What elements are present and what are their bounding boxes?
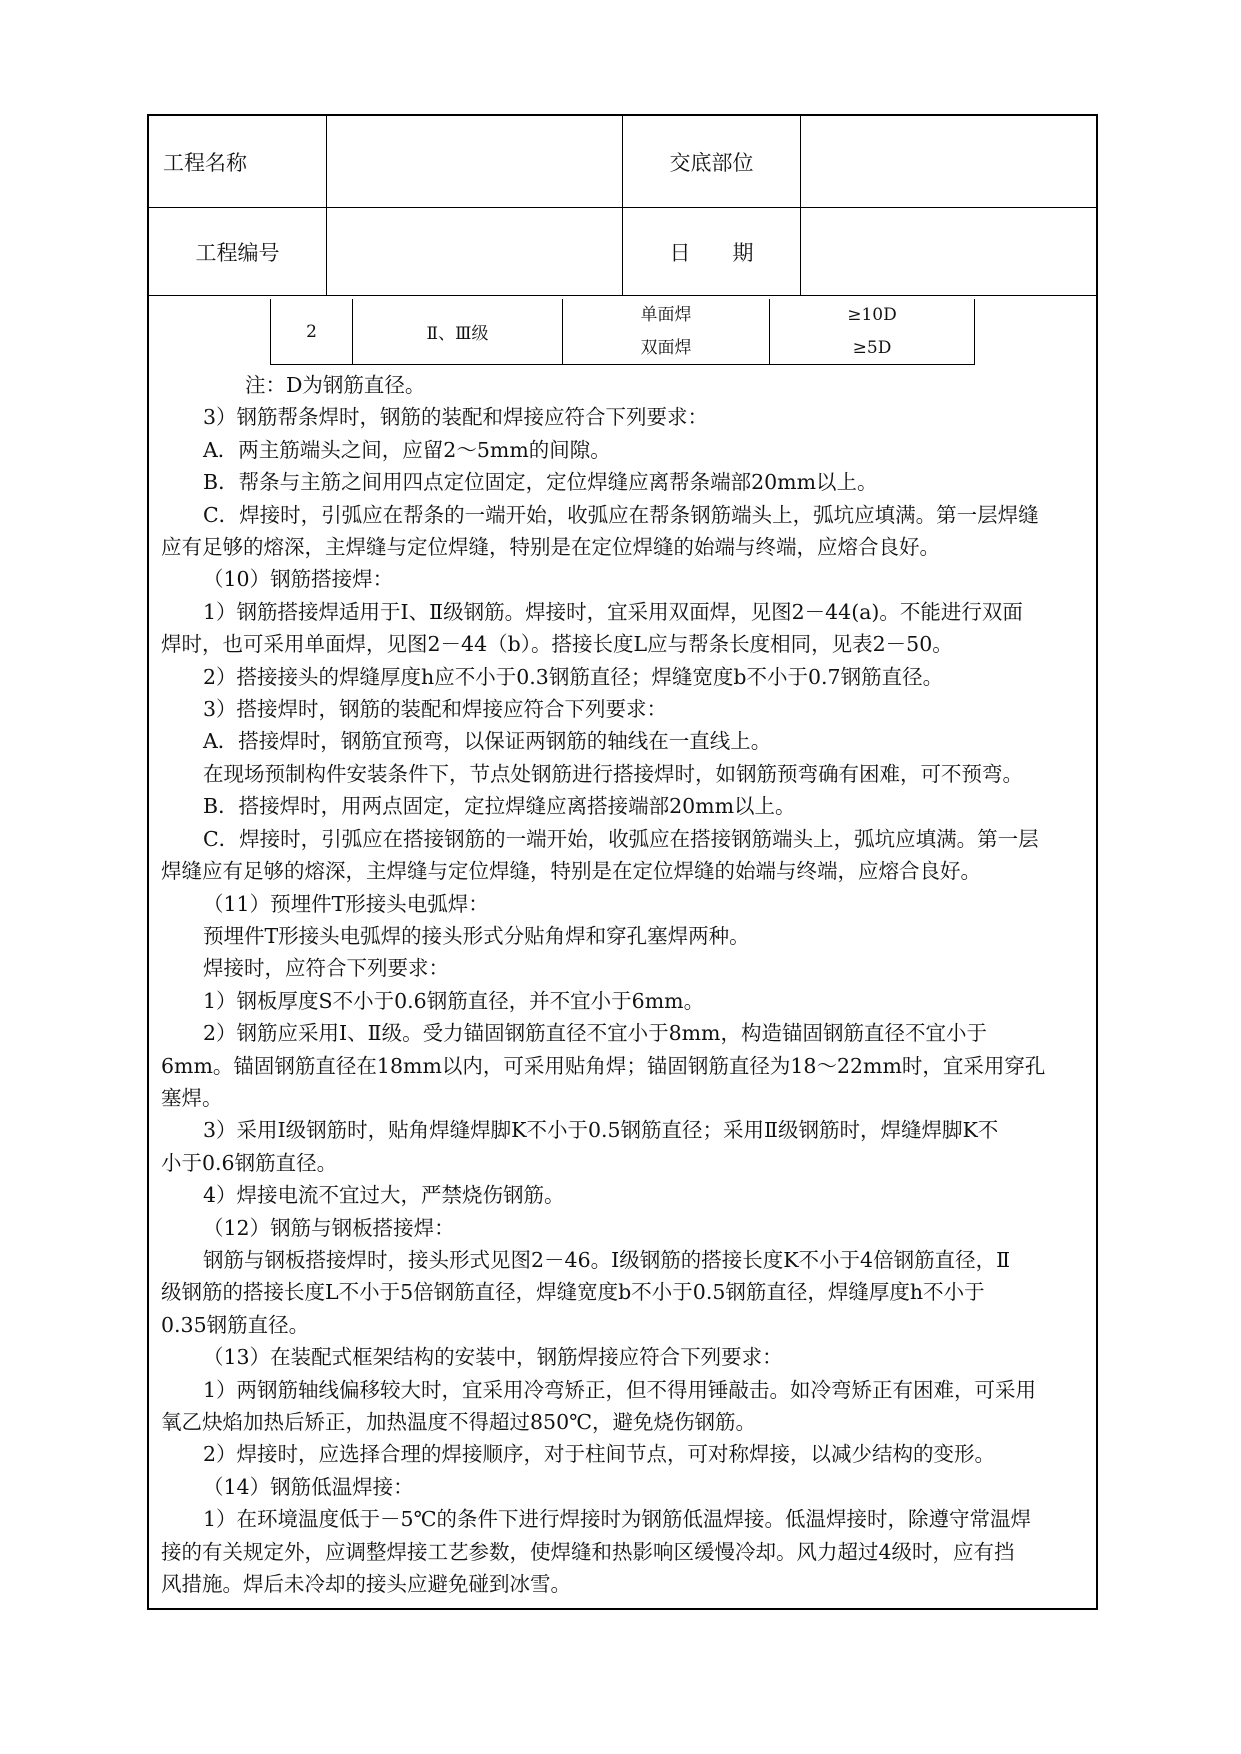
section-heading: （12）钢筋与钢板搭接焊：	[203, 1215, 455, 1240]
body-line: 焊缝应有足够的熔深，主焊缝与定位焊缝，特别是在定位焊缝的始端与终端，应熔合良好。	[161, 859, 981, 884]
body-line: 钢筋与钢板搭接焊时，接头形式见图2－46。Ⅰ级钢筋的搭接长度K不小于4倍钢筋直径，Ⅱ	[203, 1247, 1011, 1272]
body-line: 在现场预制构件安装条件下，节点处钢筋进行搭接焊时，如钢筋预弯确有困难，可不预弯。	[203, 761, 1023, 786]
body-line: 1）两钢筋轴线偏移较大时，宜采用冷弯矫正，但不得用锤敲击。如冷弯矫正有困难，可采用	[203, 1377, 1037, 1402]
project-name-label: 工程名称	[149, 116, 327, 208]
body-line: C．焊接时，引弧应在帮条的一端开始，收弧应在帮条钢筋端头上，弧坑应填满。第一层焊缝	[203, 502, 1039, 527]
body-line: C．焊接时，引弧应在搭接钢筋的一端开始，收弧应在搭接钢筋端头上，弧坑应填满。第一层	[203, 826, 1039, 851]
body-line: 焊接时，应符合下列要求：	[203, 956, 449, 981]
date-field[interactable]	[801, 208, 1096, 296]
section-heading: （11）预埋件T形接头电弧焊：	[203, 891, 489, 916]
section-heading: （13）在装配式框架结构的安装中，钢筋焊接应符合下列要求：	[203, 1345, 783, 1370]
spec-no: 2	[270, 299, 352, 365]
project-name-field[interactable]	[327, 116, 623, 208]
body-line: 级钢筋的搭接长度L不小于5倍钢筋直径，焊缝宽度b不小于0.5钢筋直径，焊缝厚度h不小于	[161, 1280, 985, 1305]
document-body	[161, 369, 1088, 1600]
section-heading: （10）钢筋搭接焊：	[203, 567, 394, 592]
note-line: 注：D为钢筋直径。	[245, 373, 426, 397]
spec-weld-type	[562, 299, 769, 365]
body-line: 3）搭接焊时，钢筋的装配和焊接应符合下列要求：	[203, 697, 668, 722]
handover-part-field[interactable]	[801, 116, 1096, 208]
project-number-label: 工程编号	[149, 208, 327, 296]
handover-part-label: 交底部位	[623, 116, 801, 208]
body-line: 2）焊接时，应选择合理的焊接顺序，对于柱间节点，可对称焊接，以减少结构的变形。	[203, 1442, 996, 1467]
section-heading: （14）钢筋低温焊接：	[203, 1474, 414, 1499]
body-line: 4）焊接电流不宜过大，严禁烧伤钢筋。	[203, 1183, 565, 1208]
body-line: 3）采用Ⅰ级钢筋时，贴角焊缝焊脚K不小于0.5钢筋直径；采用Ⅱ级钢筋时，焊缝焊脚K不	[203, 1118, 999, 1143]
spec-grade: Ⅱ、Ⅲ级	[352, 299, 562, 365]
body-line: 1）在环境温度低于－5℃的条件下进行焊接时为钢筋低温焊接。低温焊接时，除遵守常温焊	[203, 1507, 1032, 1532]
weld-type-single: 单面焊	[640, 304, 692, 325]
handover-form	[147, 114, 1098, 1610]
spec-lap-length	[769, 299, 975, 365]
body-line: B．帮条与主筋之间用四点定位固定，定位焊缝应离帮条端部20mm以上。	[203, 470, 878, 495]
header-table	[149, 116, 1096, 296]
body-line: 风措施。焊后未冷却的接头应避免碰到冰雪。	[161, 1572, 571, 1597]
body-line: 2）钢筋应采用Ⅰ、Ⅱ级。受力锚固钢筋直径不宜小于8mm，构造锚固钢筋直径不宜小于	[203, 1021, 987, 1046]
project-number-field[interactable]	[327, 208, 623, 296]
weld-type-double: 双面焊	[640, 337, 692, 358]
body-line: B．搭接焊时，用两点固定，定拉焊缝应离搭接端部20mm以上。	[203, 794, 796, 819]
body-line: 2）搭接接头的焊缝厚度h应不小于0.3钢筋直径；焊缝宽度b不小于0.7钢筋直径。	[203, 664, 944, 689]
body-line: 小于0.6钢筋直径。	[161, 1150, 338, 1175]
body-line: 0.35钢筋直径。	[161, 1312, 310, 1337]
body-line: 焊时，也可采用单面焊，见图2－44（b）。搭接长度L应与帮条长度相同，见表2－50。	[161, 632, 953, 657]
lap-length-single: ≥10D	[847, 304, 897, 325]
body-line: 1）钢筋搭接焊适用于Ⅰ、Ⅱ级钢筋。焊接时，宜采用双面焊，见图2－44(a)。不能进行双面	[203, 599, 1023, 624]
body-line: 接的有关规定外，应调整焊接工艺参数，使焊缝和热影响区缓慢冷却。风力超过4级时，应有挡	[161, 1539, 1015, 1564]
body-line: 应有足够的熔深，主焊缝与定位焊缝，特别是在定位焊缝的始端与终端，应熔合良好。	[161, 535, 940, 560]
body-line: 氧乙炔焰加热后矫正，加热温度不得超过850℃，避免烧伤钢筋。	[161, 1410, 757, 1434]
spec-table-row	[270, 299, 970, 367]
body-line: A．搭接焊时，钢筋宜预弯，以保证两钢筋的轴线在一直线上。	[203, 729, 772, 754]
body-line: A．两主筋端头之间，应留2～5mm的间隙。	[203, 437, 611, 462]
lap-length-double: ≥5D	[852, 337, 892, 358]
body-line: 1）钢板厚度S不小于0.6钢筋直径，并不宜小于6mm。	[203, 988, 705, 1013]
body-line: 塞焊。	[161, 1085, 223, 1110]
body-line: 6mm。锚固钢筋直径在18mm以内，可采用贴角焊；锚固钢筋直径为18～22mm时，宜采用穿孔	[161, 1053, 1046, 1078]
body-line: 预埋件T形接头电弧焊的接头形式分贴角焊和穿孔塞焊两种。	[203, 923, 750, 948]
body-line: 3）钢筋帮条焊时，钢筋的装配和焊接应符合下列要求：	[203, 405, 709, 430]
date-label: 日 期	[623, 208, 801, 296]
